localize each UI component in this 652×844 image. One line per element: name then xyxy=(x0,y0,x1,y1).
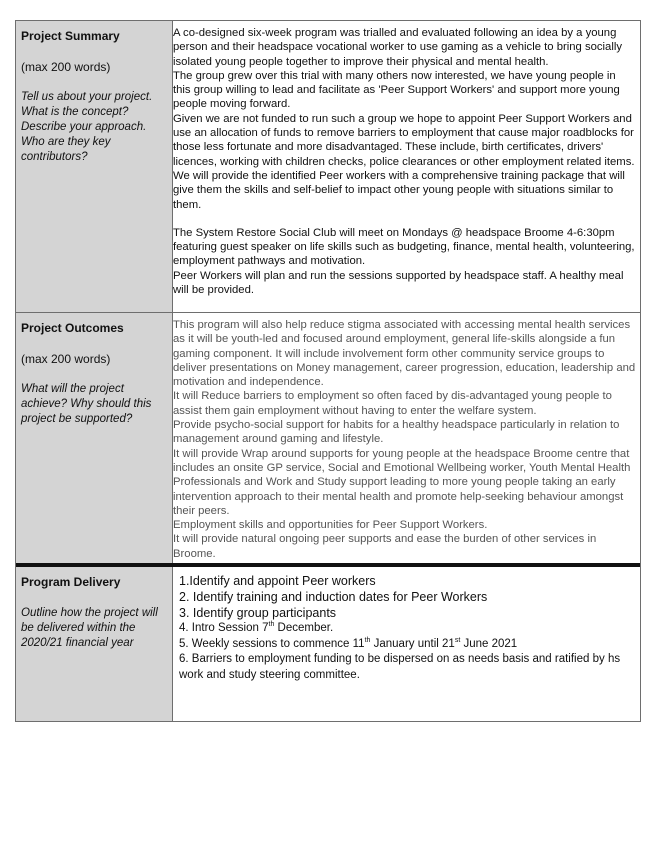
project-outcomes-content xyxy=(173,313,640,563)
delivery-item-weekly-sessions xyxy=(179,637,636,653)
outcomes-paragraph: It will Reduce barriers to employment so often faced by dis-advantaged young people to assist them gain employment without having to enter the welfare system. xyxy=(173,390,612,417)
summary-paragraph: The group grew over this trial with many others now interested, we have young people in this group willing to lead and facilitate as 'Peer Support Workers' and support more young people moving forward. xyxy=(173,69,620,111)
delivery-item: 2. Identify training and induction dates for Peer Workers xyxy=(179,590,488,604)
summary-paragraph: The System Restore Social Club will meet on Mondays @ headspace Broome 4-6:30pm featuring guest speaker on life skills such as budgeting, finance, mental health, volunteering, employment pathways and motivation. xyxy=(173,226,635,268)
outcomes-paragraph: It will provide natural ongoing peer supports and ease the burden of other services in Broome. xyxy=(173,533,597,560)
project-summary-word-limit: (max 200 words) xyxy=(21,60,111,74)
project-outcomes-prompt: What will the project achieve? Why should this project be supported? xyxy=(21,383,152,425)
ordinal-suffix: th xyxy=(268,621,275,629)
outcomes-paragraph: This program will also help reduce stigma associated with accessing mental health services as it will be youth-led and focused around employment, general life-skills alongside a fun gaming component. It will include involvement form other community service groups to deliver presentations on Money management, career progression, education, leadership and motivation and independence. xyxy=(173,319,636,389)
delivery-item: 1.Identify and appoint Peer workers xyxy=(179,574,376,588)
program-delivery-title: Program Delivery xyxy=(21,575,121,589)
application-table xyxy=(15,20,641,722)
summary-paragraph: A co-designed six-week program was trialled and evaluated following an idea by a young person and their headspace vocational worker to use gaming as a vehicle to bring socially isolated young people together to improve their physical and mental health. xyxy=(173,27,622,68)
outcomes-paragraph: Employment skills and opportunities for Peer Support Workers. xyxy=(173,519,488,532)
project-summary-title: Project Summary xyxy=(21,29,120,43)
project-outcomes-title: Project Outcomes xyxy=(21,321,124,335)
ordinal-suffix: st xyxy=(454,636,461,644)
summary-paragraph: We will provide the identified Peer workers with a comprehensive training package that will give them the skills and self-belief to impact other young people with situations similar to them. xyxy=(173,169,625,211)
program-delivery-row xyxy=(16,567,640,721)
delivery-item-text: 4. Intro Session 7 xyxy=(179,622,269,634)
summary-paragraph: Given we are not funded to run such a group we hope to appoint Peer Support Workers and use an allocation of funds to remove barriers to employment that cause major roadblocks for those less fortunate and more disadvantaged. These include, birth certificates, drivers' licences, working with children checks, police clearances or other employment related items. xyxy=(173,112,635,168)
ordinal-suffix: th xyxy=(364,636,371,644)
delivery-item-text: January until 21 xyxy=(370,637,455,650)
delivery-item-text: 5. Weekly sessions to commence 11 xyxy=(179,637,365,650)
delivery-item: 3. Identify group participants xyxy=(179,606,337,620)
project-summary-label-cell xyxy=(16,21,173,312)
project-summary-prompt: Tell us about your project. What is the concept? Describe your approach. Who are they key contributors? xyxy=(21,91,153,163)
project-outcomes-word-limit: (max 200 words) xyxy=(21,352,111,366)
project-summary-content xyxy=(173,21,640,312)
program-delivery-content xyxy=(173,567,640,721)
delivery-item: 6. Barriers to employment funding to be dispersed on as needs basis and ratified by hs work and study steering committee. xyxy=(179,653,621,681)
project-outcomes-label-cell xyxy=(16,313,173,563)
program-delivery-prompt: Outline how the project will be delivered within the 2020/21 financial year xyxy=(21,607,158,649)
delivery-item-text: June 2021 xyxy=(460,637,518,650)
project-outcomes-row xyxy=(16,313,640,567)
delivery-item-intro-session xyxy=(179,621,636,637)
outcomes-paragraph: Provide psycho-social support for habits for a healthy headspace particularly in relation to management around gaming and lifestyle. xyxy=(173,419,620,446)
program-delivery-label-cell xyxy=(16,567,173,721)
delivery-item-text: December. xyxy=(274,622,334,634)
outcomes-paragraph: It will provide Wrap around supports for young people at the headspace Broome centre that includes an onsite GP service, Social and Emotional Wellbeing worker, Youth Mental Health Professionals and Work and Study support leading to more young people taking an early intervention approach to their mental health and promote help-seeking behaviour amongst their peers. xyxy=(173,447,631,517)
summary-paragraph: Peer Workers will plan and run the sessions supported by headspace staff. A healthy meal will be provided. xyxy=(173,269,624,297)
project-summary-row xyxy=(16,21,640,313)
